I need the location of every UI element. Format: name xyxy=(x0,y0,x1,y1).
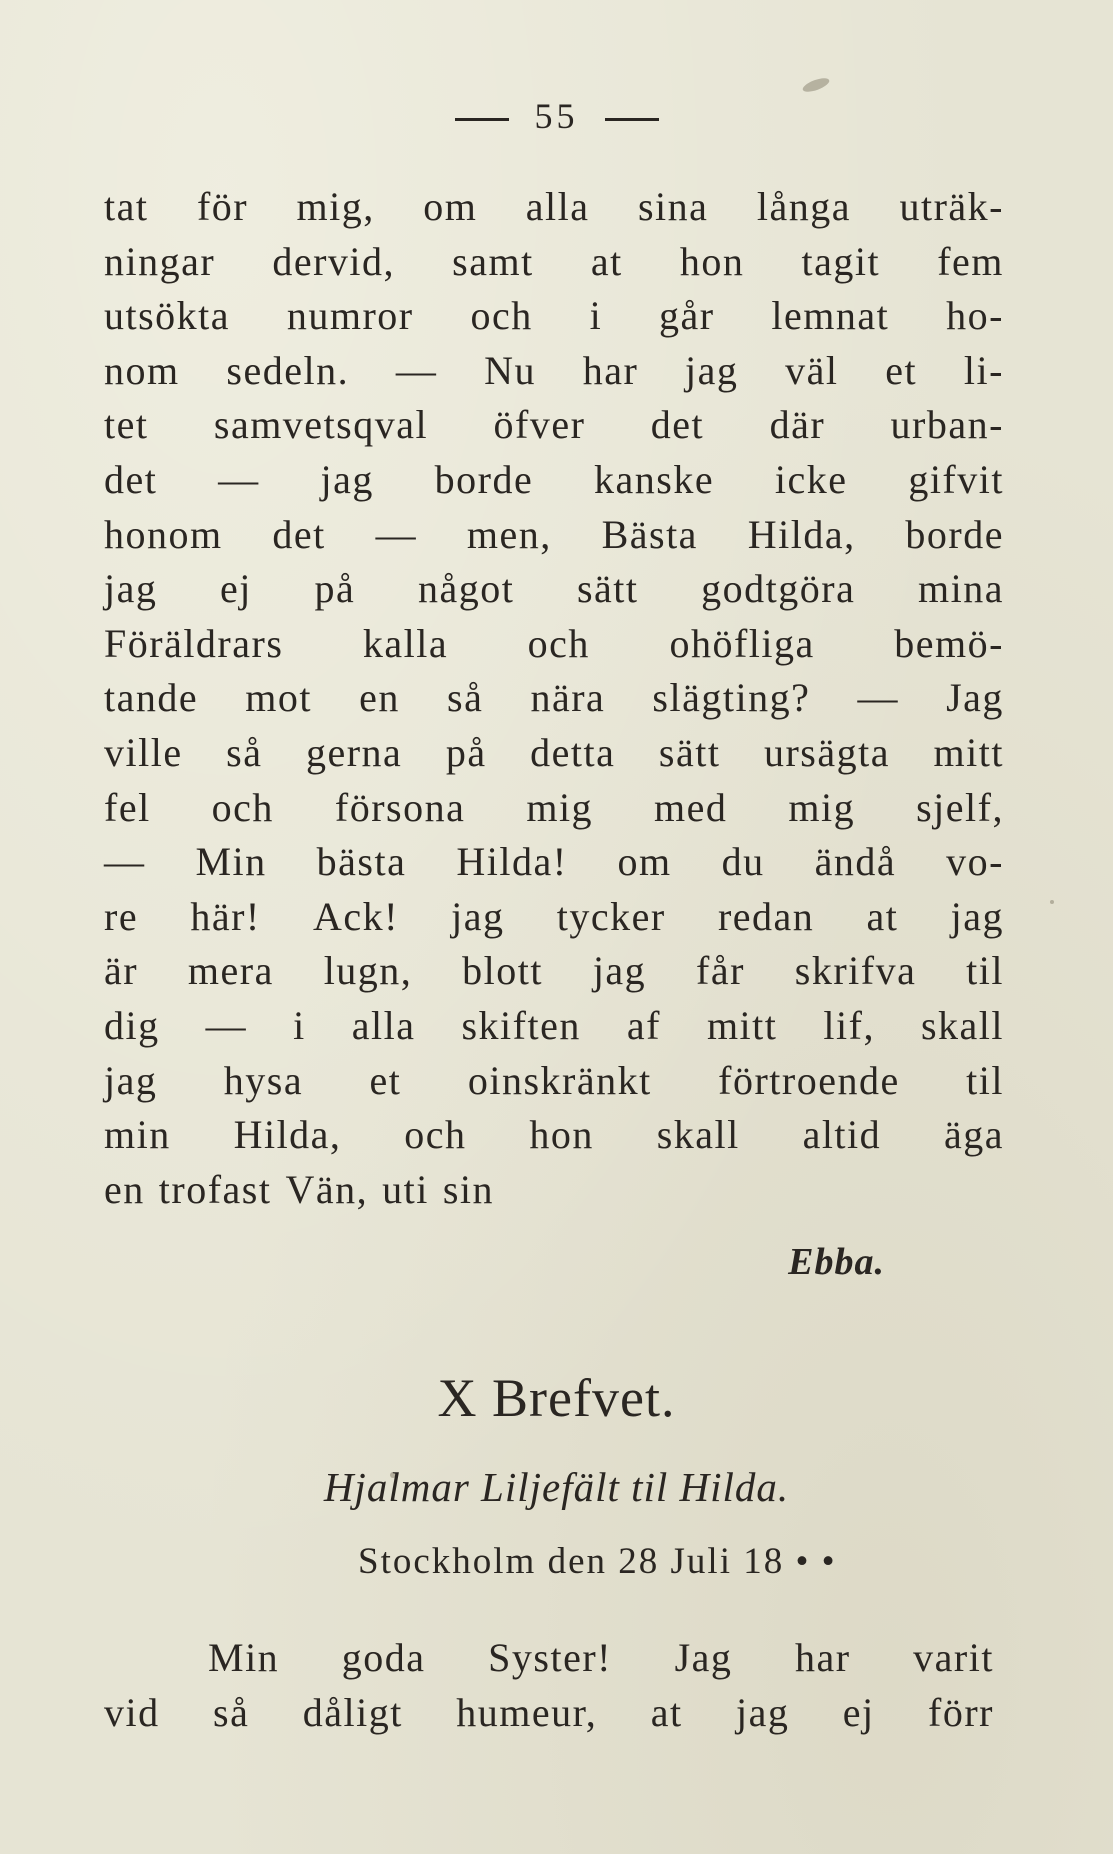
paper-speck xyxy=(1050,900,1054,904)
text-line xyxy=(104,235,1004,290)
word: uti xyxy=(382,1166,429,1212)
word: — xyxy=(375,511,418,557)
word: nom xyxy=(104,347,180,393)
word: försona xyxy=(334,784,466,830)
word: jag xyxy=(685,347,739,393)
word: skrifva xyxy=(794,948,917,994)
word: det xyxy=(272,511,326,557)
word: mera xyxy=(187,948,274,994)
word: jag xyxy=(592,948,647,994)
word: har xyxy=(794,1635,851,1680)
word: mig, xyxy=(296,184,375,229)
word: en xyxy=(359,675,400,721)
word: Bästa xyxy=(601,511,698,557)
word: jag xyxy=(735,1689,790,1735)
word: mot xyxy=(245,675,312,721)
word: at xyxy=(590,238,623,284)
word: i xyxy=(589,293,603,339)
text-line xyxy=(104,180,1004,235)
word: mitt xyxy=(933,729,1004,775)
word: et xyxy=(885,347,918,393)
word: Jag xyxy=(674,1635,733,1680)
word: honom xyxy=(104,511,223,557)
text-line xyxy=(104,890,1004,945)
letter-text xyxy=(104,180,1004,1217)
word: skall xyxy=(920,1002,1004,1048)
text-line xyxy=(104,1630,994,1685)
text-line xyxy=(104,617,1004,672)
word: ningar xyxy=(104,238,216,284)
word: tet xyxy=(104,402,149,448)
word: lemnat xyxy=(771,293,890,339)
word: på xyxy=(314,566,356,612)
word: alla xyxy=(351,1002,416,1048)
word: mig xyxy=(526,784,594,830)
word: tat xyxy=(104,184,149,229)
word: gifvit xyxy=(908,456,1004,502)
signature: Ebba. xyxy=(788,1241,885,1283)
header-dash-left xyxy=(455,118,509,121)
header-dash-right xyxy=(605,118,659,121)
word: äga xyxy=(943,1112,1004,1158)
word: Syster! xyxy=(488,1635,612,1680)
word: så xyxy=(226,729,263,775)
word: li- xyxy=(963,347,1004,393)
dateline: Stockholm den 28 Juli 18 • • xyxy=(358,1541,837,1582)
word: dervid, xyxy=(272,238,396,284)
word: min xyxy=(104,1112,171,1158)
word: öfver xyxy=(493,402,586,448)
word: af xyxy=(626,1002,661,1048)
word: är xyxy=(104,948,139,994)
word: urban- xyxy=(890,402,1004,448)
text-line xyxy=(104,453,1004,508)
word: vo- xyxy=(946,839,1004,885)
word: humeur, xyxy=(456,1689,598,1735)
word: en xyxy=(104,1166,145,1212)
word: nära xyxy=(530,675,606,721)
word: — xyxy=(857,675,899,721)
word: sätt xyxy=(658,729,721,775)
word: med xyxy=(654,784,728,830)
text-line xyxy=(104,1054,1004,1109)
word: dig xyxy=(104,1002,160,1048)
paper-stain xyxy=(801,76,831,95)
word: Föräldrars xyxy=(104,620,284,666)
word: ej xyxy=(842,1689,875,1735)
word: gerna xyxy=(305,729,403,775)
word: — xyxy=(104,839,146,885)
word: får xyxy=(696,948,745,994)
text-line xyxy=(104,508,1004,563)
word: et xyxy=(369,1057,402,1103)
word: och xyxy=(211,784,274,830)
word: jag xyxy=(104,1057,158,1103)
word: vid xyxy=(104,1689,160,1735)
word: för xyxy=(196,184,249,229)
word: hysa xyxy=(223,1057,304,1103)
word: väl xyxy=(785,347,839,393)
word: tande xyxy=(104,675,199,721)
word: sina xyxy=(637,184,709,229)
word: så xyxy=(213,1689,250,1735)
word: ändå xyxy=(814,839,897,885)
word: lif, xyxy=(823,1002,875,1048)
word: jag xyxy=(320,456,374,502)
word: ursägta xyxy=(763,729,890,775)
word: Nu xyxy=(484,347,536,393)
word: utsökta xyxy=(104,293,231,339)
section-title: X Brefvet. xyxy=(437,1368,676,1428)
word: samt xyxy=(452,238,534,284)
word: Jag xyxy=(946,675,1004,721)
word: sjelf, xyxy=(916,784,1004,830)
word: altid xyxy=(802,1112,882,1158)
word: om xyxy=(423,184,478,229)
word: detta xyxy=(530,729,616,775)
word: och xyxy=(470,293,533,339)
word: Ack! xyxy=(312,893,399,939)
word: trofast xyxy=(158,1166,272,1212)
word: jag xyxy=(451,893,505,939)
word: jag xyxy=(950,893,1004,939)
word: fel xyxy=(104,784,151,830)
text-line xyxy=(104,1108,1004,1163)
word: — xyxy=(218,456,260,502)
word: at xyxy=(650,1689,683,1735)
word: det xyxy=(104,456,158,502)
word: godtgöra xyxy=(701,566,856,612)
word: sedeln. xyxy=(226,347,350,393)
text-line xyxy=(104,562,1004,617)
word: ohöfliga xyxy=(669,620,815,666)
word: sin xyxy=(442,1166,495,1212)
text-line xyxy=(104,944,1004,999)
text-line xyxy=(104,781,1004,836)
text-line xyxy=(104,1163,1004,1218)
word: borde xyxy=(905,511,1004,557)
word: slägting? xyxy=(652,675,811,721)
word: och xyxy=(527,620,590,666)
word: uträk- xyxy=(899,184,1004,229)
word: skall xyxy=(656,1112,740,1158)
page-header xyxy=(0,95,1113,137)
word: går xyxy=(659,293,715,339)
word: om xyxy=(617,839,672,885)
word: Hilda! xyxy=(456,839,568,885)
word: redan xyxy=(717,893,815,939)
text-line xyxy=(104,344,1004,399)
word: och xyxy=(404,1112,467,1158)
word: i xyxy=(293,1002,306,1048)
word: skiften xyxy=(461,1002,581,1048)
word: at xyxy=(866,893,899,939)
word: varit xyxy=(913,1635,994,1680)
word: mig xyxy=(788,784,856,830)
text-line xyxy=(104,289,1004,344)
next-letter-text xyxy=(104,1630,994,1739)
letter-subtitle: Hjalmar Liljefält til Hilda. xyxy=(323,1464,790,1510)
word: blott xyxy=(462,948,543,994)
word: til xyxy=(966,1057,1004,1103)
word: Min xyxy=(195,839,267,885)
word: fem xyxy=(937,238,1004,284)
word: — xyxy=(205,1002,248,1048)
word: mina xyxy=(917,566,1004,612)
word: jag xyxy=(104,566,158,612)
word: Hilda, xyxy=(747,511,856,557)
text-line xyxy=(104,1685,994,1740)
word: dåligt xyxy=(302,1689,403,1735)
word: förtroende xyxy=(718,1057,900,1103)
word: mitt xyxy=(706,1002,778,1048)
word: sätt xyxy=(576,566,639,612)
word: lugn, xyxy=(323,948,413,994)
word: alla xyxy=(525,184,590,229)
page-number: 55 xyxy=(534,96,579,136)
word: du xyxy=(721,839,765,885)
word: bemö- xyxy=(894,620,1004,666)
word: ho- xyxy=(946,293,1004,339)
word: — xyxy=(395,347,438,393)
word: förr xyxy=(928,1689,994,1735)
word: numror xyxy=(286,293,414,339)
text-line xyxy=(104,671,1004,726)
word: ej xyxy=(220,566,252,612)
word: bästa xyxy=(316,839,407,885)
word: samvetsqval xyxy=(213,402,429,448)
word: har xyxy=(582,347,639,393)
word: så xyxy=(447,675,484,721)
word: ville xyxy=(104,729,183,775)
word: oinskränkt xyxy=(467,1057,652,1103)
word: något xyxy=(417,566,515,612)
text-line xyxy=(104,398,1004,453)
word: Hilda, xyxy=(233,1112,342,1158)
word: Vän, xyxy=(285,1166,369,1212)
word: Min xyxy=(208,1635,280,1680)
word: långa xyxy=(756,184,851,229)
word: kanske xyxy=(594,456,715,502)
text-line xyxy=(104,835,1004,890)
word: det xyxy=(650,402,705,448)
word: kalla xyxy=(362,620,449,666)
word: hon xyxy=(529,1112,594,1158)
word: här! xyxy=(190,893,261,939)
text-line xyxy=(104,999,1004,1054)
word: där xyxy=(769,402,826,448)
word: til xyxy=(966,948,1004,994)
word: re xyxy=(104,893,139,939)
word: goda xyxy=(341,1635,426,1680)
word: tycker xyxy=(556,893,666,939)
word: men, xyxy=(466,511,552,557)
word: på xyxy=(445,729,487,775)
word: tagit xyxy=(801,238,881,284)
text-line xyxy=(104,726,1004,781)
word: hon xyxy=(679,238,745,284)
word: borde xyxy=(434,456,534,502)
word: icke xyxy=(774,456,848,502)
